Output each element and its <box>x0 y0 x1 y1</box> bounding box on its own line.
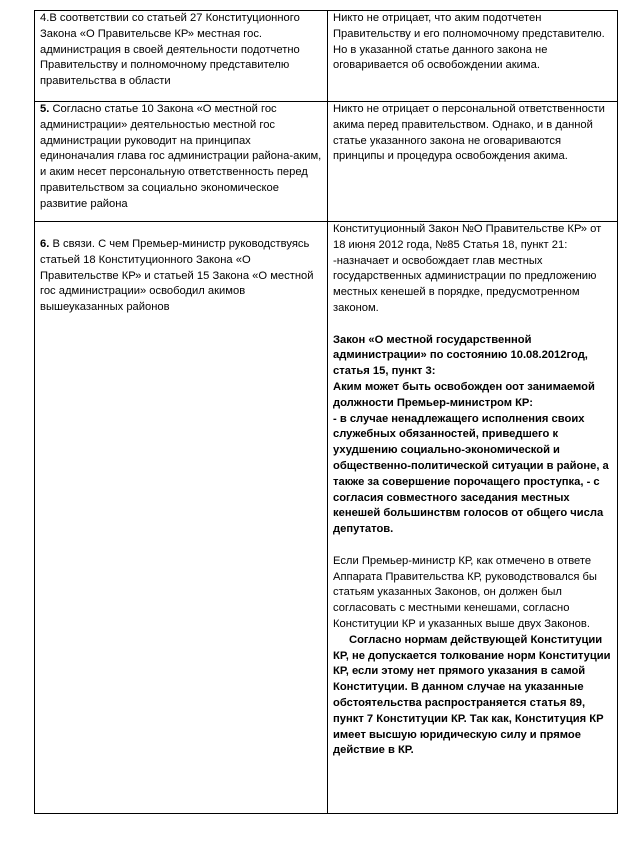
row-4-response-text: Никто не отрицает, что аким подотчетен Правительству и его полномочному представителю. Но в указанной статье данного закона не оговаривается об освобождении акима. <box>333 12 605 72</box>
row-6-response-cell <box>328 222 618 814</box>
table-row <box>35 222 618 814</box>
row-6-dismissal-clause: Аким может быть освобожден оот занимаемой должности Премьер-министром КР: <box>333 380 595 409</box>
row-6-number: 6. <box>40 238 50 250</box>
table-row <box>35 102 618 222</box>
row-5-response-cell <box>328 102 618 222</box>
row-6-law-citation: Конституционный Закон №О Правительстве КР» от 18 июня 2012 года, №85 Статья 18, пункт 21: -назначает и освобождает глав местных государственных администрации по предложению местных кенешей в порядке, предусмотренном законом. <box>333 223 602 314</box>
table-row <box>35 11 618 102</box>
row-5-number: 5. <box>40 103 50 115</box>
row-4-claim-cell <box>35 11 328 102</box>
row-6-claim-cell <box>35 222 328 814</box>
row-5-claim-text <box>40 102 323 213</box>
row-6-local-admin-law-heading: Закон «О местной государственной администрации» по состоянию 10.08.2012год, статья 15, пункт 3: <box>333 333 588 378</box>
comparison-table <box>34 10 618 814</box>
row-5-response-text: Никто не отрицает о персональной ответственности акима перед правительством. Однако, и в данной статье указанного закона не оговариваются принципы и процедура освобождения акима. <box>333 103 605 163</box>
row-6-claim-text <box>40 222 323 316</box>
row-6-dismissal-conditions: - в случае ненадлежащего исполнения своих служебных обязанностей, приведшего к ухудшению социально-экономической и общественно-политической ситуации в районе, а также за совершение порочащего проступка, - с согласия совместного заседания местных кенешей большинствм голосов от общего числа депутатов. <box>333 412 609 536</box>
row-6-constitution-paragraph: Согласно нормам действующей Конституции КР, не допускается толкование норм Конституции КР, если этому нет прямого указания в самой Конституции. В данном случае на указанные обстоятельства распространяется статья 89, пункт 7 Конституции КР. Так как, Конституция КР имеет высшую юридическую силу и прямое действие в КР. <box>333 633 611 757</box>
row-4-response-cell <box>328 11 618 102</box>
row-5-claim-body: Согласно статье 10 Закона «О местной гос администрации» деятельностью местной гос администрации руководит на принципах единоначалия глава гос администрации района-аким, и аким несет персональную ответственность перед правительством за социально экономическое развитие района <box>40 103 322 210</box>
row-5-claim-cell <box>35 102 328 222</box>
row-6-argument-paragraph: Если Премьер-министр КР, как отмечено в ответе Аппарата Правительства КР, руководствовался бы статьям указанных Законов, он должен был согласовать с местными кенешами, согласно Конституции КР и указанных выше двух Законов. <box>333 554 597 630</box>
row-4-claim-text: 4.В соответствии со статьей 27 Конституционного Закона «О Правительсве КР» местная гос. администрация в своей деятельности подотчетно Правительству и полномочному представителю правительства в области <box>40 12 300 88</box>
row-6-claim-body: В связи. С чем Премьер-министр руководствуясь статьей 18 Конституционного Закона «О Правительстве КР» и статьей 15 Закона «О местной гос администрации» освободил акимов вышеуказанных районов <box>40 238 314 314</box>
